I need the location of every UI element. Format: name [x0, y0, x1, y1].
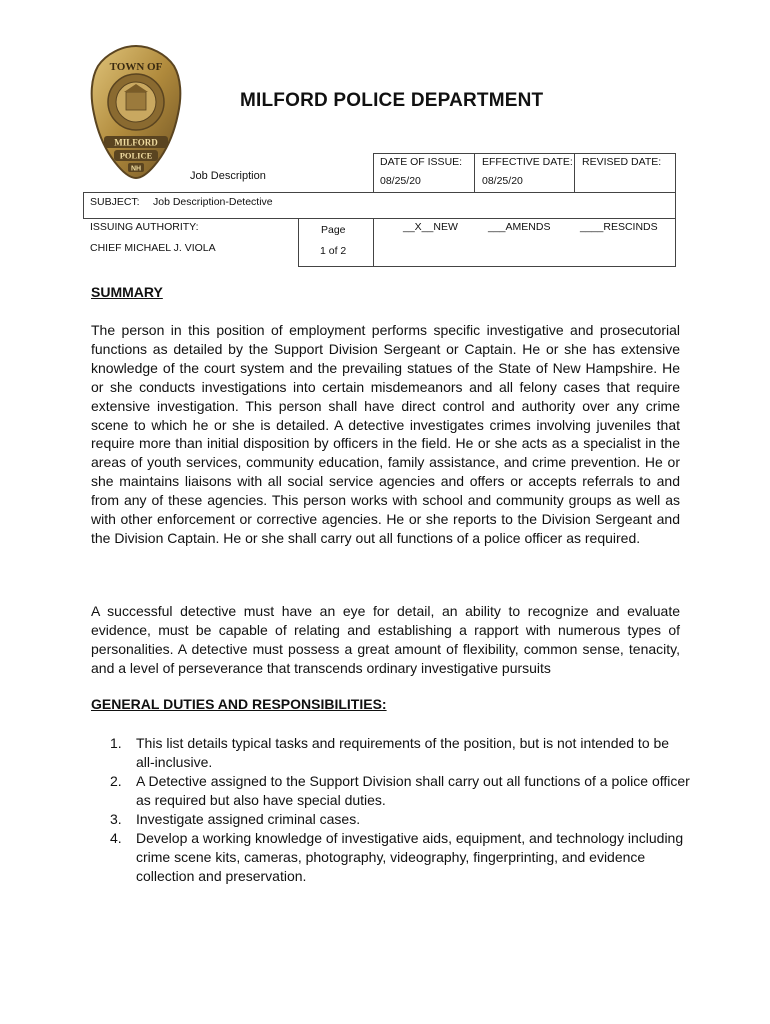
badge-middle-text: MILFORD: [114, 137, 158, 148]
date-of-issue-value: 08/25/20: [380, 175, 421, 187]
badge-state-text: NH: [130, 165, 142, 173]
list-item-number: 1.: [110, 735, 122, 751]
header-rule: [298, 218, 299, 267]
police-badge-logo: [88, 44, 184, 180]
date-of-issue-label: DATE OF ISSUE:: [380, 156, 463, 168]
header-rule: [675, 153, 676, 267]
header-rule: [373, 218, 374, 267]
revised-date-label: REVISED DATE:: [582, 156, 662, 168]
header-rule: [373, 153, 374, 192]
list-item-text: Develop a working knowledge of investigative aids, equipment, and technology including crime scene kits, cameras, photography, videography, fingerprinting, and evidence collection and preservation.: [136, 830, 684, 884]
header-rule: [474, 153, 475, 192]
page-title: MILFORD POLICE DEPARTMENT: [240, 90, 544, 111]
header-rule: [83, 192, 675, 193]
list-item-text: A Detective assigned to the Support Division shall carry out all functions of a police officer as required but also have special duties.: [136, 773, 690, 808]
duties-heading: GENERAL DUTIES AND RESPONSIBILITIES:: [91, 696, 387, 712]
duties-list: [110, 734, 690, 886]
header-rule: [83, 218, 675, 219]
list-item: [110, 734, 690, 772]
subject-value: Job Description-Detective: [153, 196, 273, 208]
header-rule: [373, 153, 675, 154]
subject-label: SUBJECT:: [90, 196, 140, 208]
list-item-number: 3.: [110, 811, 122, 827]
amends-option: ___AMENDS: [488, 221, 551, 233]
effective-date-value: 08/25/20: [482, 175, 523, 187]
effective-date-label: EFFECTIVE DATE:: [482, 156, 573, 168]
summary-paragraph: The person in this position of employment performs specific investigative and prosecutorial functions as detailed by the Support Division Sergeant or Captain. He or she has extensive knowledge of the court system and the prevailing statues of the State of New Hampshire. He or she conducts investigations into certain misdemeanors and all felony cases that require extensive investigation. This person shall have direct control and authority over any crime scene to which he or she is detailed. A detective investigates crimes involving juveniles that require more than initial disposition by officers in the field. He or she acts as a specialist in the areas of youth services, community education, family assistance, and crime prevention. He or she maintains liaisons with all social service agencies and offers or accepts referrals to and from any of these agencies. This person works with school and community groups as well as with other enforcement or corrective agencies. He or she reports to the Division Sergeant and the Division Captain. He or she shall carry out all functions of a police officer as required.: [91, 322, 680, 546]
doc-type-label: Job Description: [190, 170, 266, 182]
rescinds-option: ____RESCINDS: [580, 221, 658, 233]
issuing-authority-label: ISSUING AUTHORITY:: [90, 221, 199, 233]
header-rule: [298, 266, 675, 267]
list-item: [110, 772, 690, 810]
list-item: [110, 829, 690, 886]
summary-paragraph: A successful detective must have an eye for detail, an ability to recognize and evaluate evidence, must be capable of relating and establishing a rapport with numerous types of personalities. A detective must possess a great amount of flexibility, common sense, tenacity, and a level of perseverance that transcends ordinary investigative pursuits: [91, 603, 680, 676]
badge-bottom-text: POLICE: [119, 150, 153, 161]
page-value: 1 of 2: [320, 245, 347, 257]
header-rule: [83, 192, 84, 218]
list-item-number: 2.: [110, 773, 122, 789]
list-item-text: This list details typical tasks and requirements of the position, but is not intended to be all-inclusive.: [136, 735, 670, 770]
issuing-authority-value: CHIEF MICHAEL J. VIOLA: [90, 242, 216, 254]
header-rule: [574, 153, 575, 192]
summary-heading: SUMMARY: [91, 284, 163, 300]
badge-top-text: TOWN OF: [109, 61, 163, 73]
list-item: [110, 810, 690, 829]
list-item-number: 4.: [110, 830, 122, 846]
page-label: Page: [321, 224, 346, 236]
new-option: __X__NEW: [403, 221, 458, 233]
list-item-text: Investigate assigned criminal cases.: [136, 811, 361, 827]
